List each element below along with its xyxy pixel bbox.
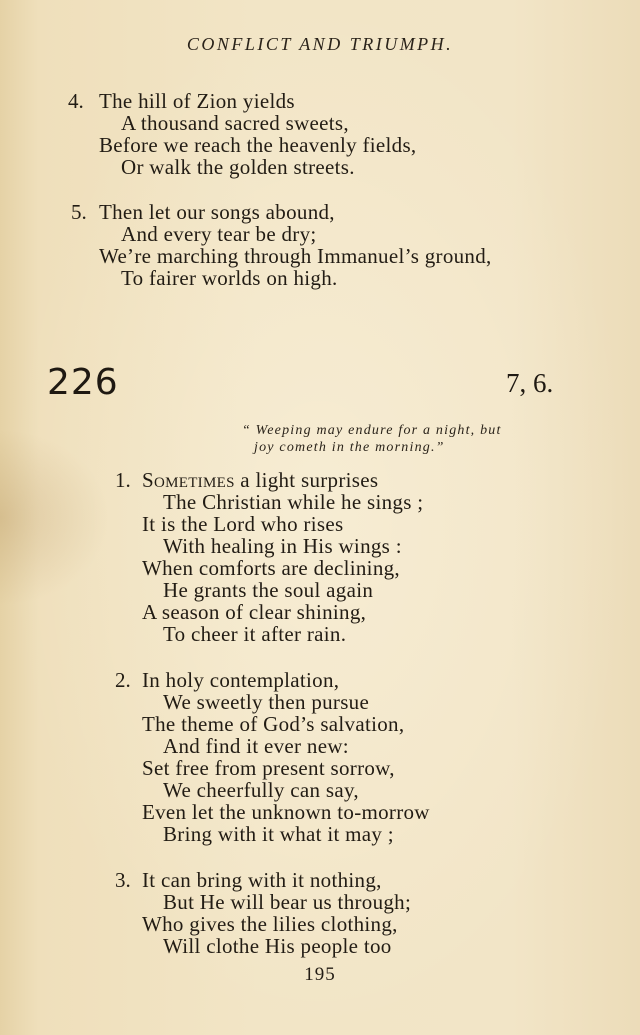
verse-line: Before we reach the heavenly fields, <box>99 133 417 157</box>
page-number: 195 <box>304 964 336 985</box>
verse-line: He grants the soul again <box>163 578 374 602</box>
verse-line: We cheerfully can say, <box>163 778 359 802</box>
stanza-number: 1. <box>115 468 131 492</box>
verse-line: And every tear be dry; <box>121 222 317 246</box>
verse-line <box>142 470 378 491</box>
verse-line: With healing in His wings : <box>163 534 402 558</box>
verse-line: In holy contemplation, <box>142 668 340 692</box>
stanza-number: 3. <box>115 868 131 892</box>
verse-line: To fairer worlds on high. <box>121 266 338 290</box>
hymn-number: 226 <box>47 362 119 403</box>
verse-line: Will clothe His people too <box>163 934 392 958</box>
running-header: CONFLICT AND TRIUMPH. <box>186 34 454 54</box>
verse-line: It is the Lord who rises <box>142 512 344 536</box>
stanza-number: 4. <box>68 89 84 113</box>
first-word: Sometimes <box>142 468 235 492</box>
verse-line: A season of clear shining, <box>142 600 367 624</box>
verse-line: Then let our songs abound, <box>99 200 335 224</box>
verse-line: Bring with it what it may ; <box>163 822 394 846</box>
epigraph-line: “ Weeping may endure for a night, but <box>242 423 502 438</box>
verse-line: Even let the unknown to-morrow <box>142 800 430 824</box>
verse-line: A thousand sacred sweets, <box>121 111 349 135</box>
verse-line: Or walk the golden streets. <box>121 155 355 179</box>
verse-line: The theme of God’s salvation, <box>142 712 405 736</box>
verse-line: We’re marching through Immanuel’s ground, <box>99 244 492 268</box>
verse-line: The Christian while he sings ; <box>163 490 424 514</box>
verse-line: Who gives the lilies clothing, <box>142 912 398 936</box>
stanza-number: 5. <box>71 200 87 224</box>
verse-line: But He will bear us through; <box>163 890 412 914</box>
stanza-number: 2. <box>115 668 131 692</box>
verse-line: Set free from present sorrow, <box>142 756 395 780</box>
verse-line: When comforts are declining, <box>142 556 400 580</box>
epigraph-line: joy cometh in the morning.” <box>254 440 445 455</box>
verse-line: We sweetly then pursue <box>163 690 370 714</box>
verse-line: To cheer it after rain. <box>163 622 347 646</box>
first-line-rest: a light surprises <box>234 468 379 492</box>
verse-line: The hill of Zion yields <box>99 89 295 113</box>
verse-line: And find it ever new: <box>163 734 349 758</box>
verse-line: It can bring with it nothing, <box>142 868 382 892</box>
hymn-meter: 7, 6. <box>506 368 554 398</box>
